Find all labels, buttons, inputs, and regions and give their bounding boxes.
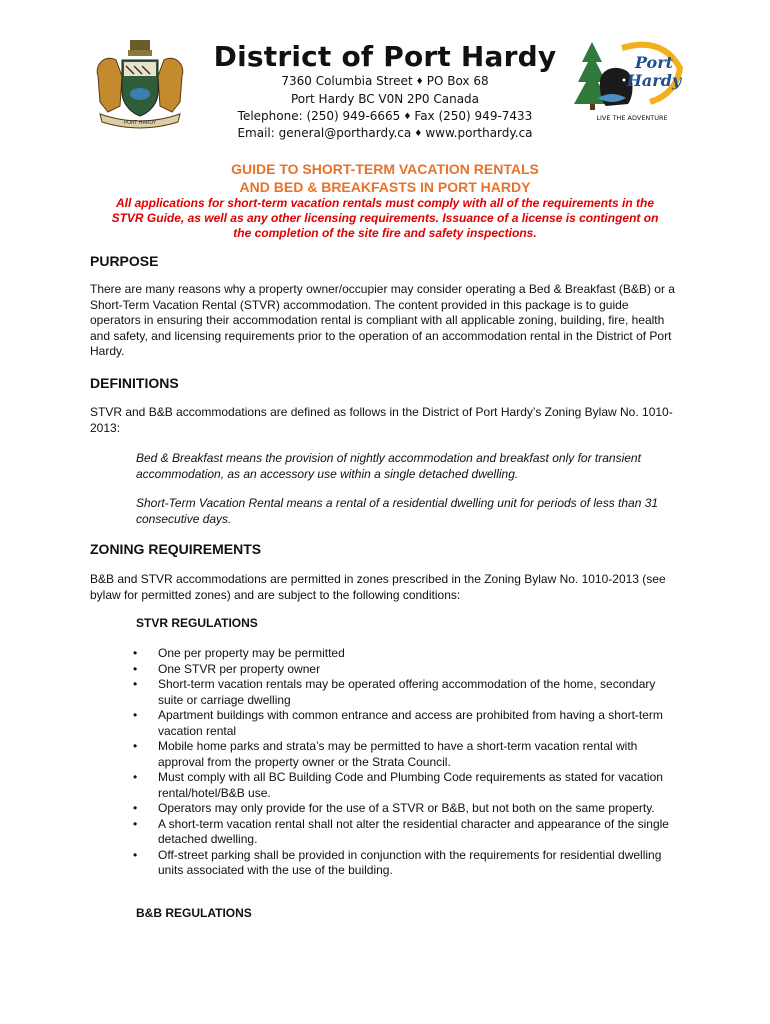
zoning-intro: B&B and STVR accommodations are permitted in zones prescribed in the Zoning Bylaw No. 1010-2013 (see bylaw for permitted zones) and are subject to the following conditions: — [90, 572, 666, 602]
diamond-separator: ♦ — [414, 129, 423, 139]
list-item: • Mobile home parks and strata’s may be permitted to have a short-term vacation rental with approval from the property owner or the Strata Council. — [118, 739, 678, 770]
notice-line-2: STVR Guide, as well as any other licensing requirements. Issuance of a license is contingent on — [111, 211, 659, 225]
purpose-heading: PURPOSE — [90, 253, 159, 269]
logo-tagline: LIVE THE ADVENTURE — [596, 114, 668, 122]
diamond-separator: ♦ — [415, 77, 424, 87]
district-crest-logo — [90, 36, 190, 132]
purpose-text: There are many reasons why a property owner/occupier may consider operating a Bed & Breakfast (B&B) or a Short-Term Vacation Rental (STVR) accommodation. The content provided in this package is to guide operators in ensuring their accommodation rental is compliant with all applicable zoning, building, fire, health and safety, and licensing requirements prior to the operation of an accommodation rental in the District of Port Hardy. — [90, 282, 675, 358]
phone-fax-line — [180, 109, 590, 123]
list-item: • Operators may only provide for the use of a STVR or B&B, but not both on the same property. — [118, 801, 678, 817]
street-address: 7360 Columbia Street — [281, 74, 413, 88]
definitions-intro: STVR and B&B accommodations are defined as follows in the District of Port Hardy’s Zoning Bylaw No. 1010-2013: — [90, 405, 673, 435]
bnb-regulations-heading: B&B REGULATIONS — [136, 906, 252, 920]
definitions-heading: DEFINITIONS — [90, 375, 179, 391]
logo-word-hardy: Hardy — [626, 71, 682, 90]
logo-word-port: Port — [634, 53, 674, 72]
po-box: PO Box 68 — [426, 74, 489, 88]
list-item: • One STVR per property owner — [118, 662, 678, 678]
list-item: • One per property may be permitted — [118, 646, 678, 662]
guide-title-line-1: GUIDE TO SHORT-TERM VACATION RENTALS — [231, 161, 539, 177]
stvr-definition: Short-Term Vacation Rental means a rental of a residential dwelling unit for periods of less than 31 consecutive days. — [136, 496, 659, 526]
list-item: • A short-term vacation rental shall not alter the residential character and appearance of the single detached dwelling. — [118, 817, 678, 848]
address-line — [180, 74, 590, 88]
diamond-separator: ♦ — [403, 112, 412, 122]
district-title: District of Port Hardy — [213, 40, 557, 73]
list-item: • Apartment buildings with common entrance and access are prohibited from having a short-term vacation rental — [118, 708, 678, 739]
notice-line-3: the completion of the site fire and safety inspections. — [233, 226, 537, 240]
list-item: • Short-term vacation rentals may be operated offering accommodation of the home, secondary suite or carriage dwelling — [118, 677, 678, 708]
notice-line-1: All applications for short-term vacation rentals must comply with all of the requirements in the — [115, 196, 655, 210]
website-link[interactable]: www.porthardy.ca — [425, 126, 533, 140]
zoning-heading: ZONING REQUIREMENTS — [90, 541, 262, 557]
list-item: • Off-street parking shall be provided in conjunction with the requirements for residential dwelling units associated with the use of the building. — [118, 848, 678, 879]
contact-line — [180, 126, 590, 140]
crest-motto: PORT HARDY — [124, 120, 156, 126]
list-item: • Must comply with all BC Building Code and Plumbing Code requirements as stated for vacation rental/hotel/B&B use. — [118, 770, 678, 801]
bnb-definition: Bed & Breakfast means the provision of nightly accommodation and breakfast only for transient accommodation, as an accessory use within a single detached dwelling. — [136, 451, 641, 481]
stvr-regulations-list — [118, 646, 678, 879]
city-line: Port Hardy BC V0N 2P0 Canada — [290, 92, 480, 106]
email-link[interactable]: Email: general@porthardy.ca — [237, 126, 412, 140]
stvr-regulations-heading: STVR REGULATIONS — [136, 616, 258, 630]
fax: Fax (250) 949-7433 — [414, 109, 533, 123]
guide-title-line-2: AND BED & BREAKFASTS IN PORT HARDY — [239, 179, 531, 195]
telephone: Telephone: (250) 949-6665 — [237, 109, 401, 123]
